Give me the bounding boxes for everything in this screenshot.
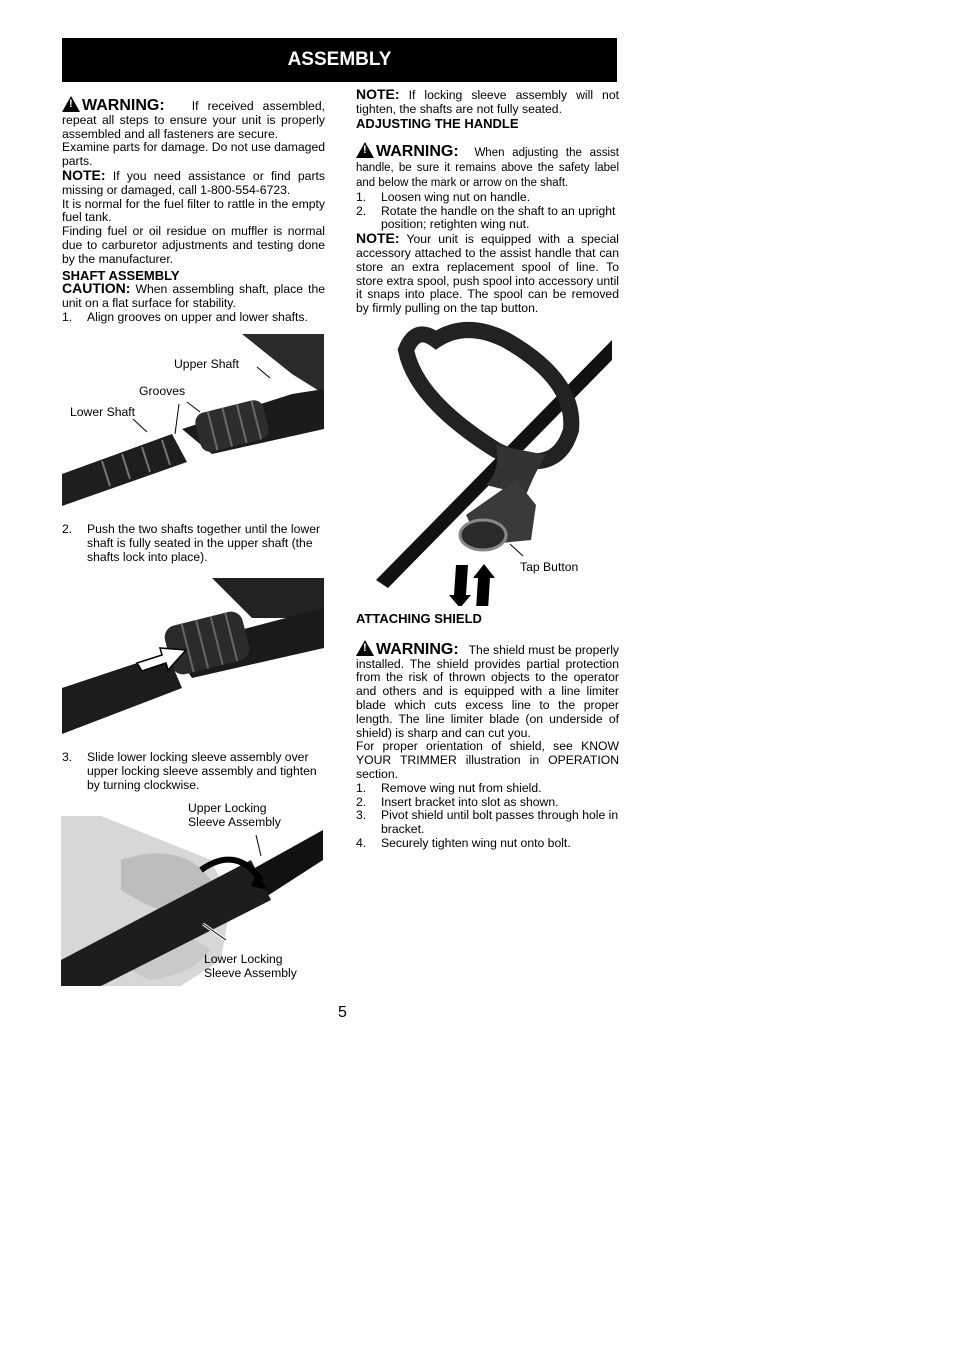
list-item: 1. Loosen wing nut on handle.: [356, 189, 531, 204]
label-lower-shaft: Lower Shaft: [70, 405, 136, 419]
note-1: NOTE: If you need assistance or find parts missing or damaged, call 1-800-554-6723.: [62, 166, 325, 197]
list-item: 1. Align grooves on upper and lower shafts.: [62, 309, 308, 324]
label-tap-button: Tap Button: [520, 560, 579, 574]
list-item: 1. Remove wing nut from shield.: [356, 780, 542, 795]
warning-triangle-icon: [356, 142, 374, 158]
label-lower-locking-sleeve: Lower Locking Sleeve Assembly: [204, 952, 297, 980]
warning-1: !WARNING: If received assembled, repeat all steps to ensure your unit is properly assembled and all fasteners are secure.: [62, 96, 325, 141]
warning-triangle-icon: [62, 96, 80, 112]
figure-shafts-push: [62, 578, 324, 734]
label-upper-locking-sleeve: Upper Locking Sleeve Assembly: [188, 801, 281, 829]
list-item: 4. Securely tighten wing nut onto bolt.: [356, 835, 571, 850]
page-title: ASSEMBLY: [287, 49, 392, 70]
adjusting-handle-heading: ADJUSTING THE HANDLE: [356, 115, 519, 131]
figure-assist-handle: [376, 320, 612, 606]
figure-shafts-align: [62, 334, 324, 506]
shaft-assembly-heading: SHAFT ASSEMBLY: [62, 267, 180, 283]
warning-triangle-icon: [356, 640, 374, 656]
shaft-steps-2: [62, 523, 325, 564]
warning-2: !WARNING: When adjusting the assist handle, be sure it remains above the safety label and below the mark or arrow on the shaft.: [356, 142, 619, 190]
shield-steps: [356, 782, 619, 851]
label-upper-shaft: Upper Shaft: [174, 357, 240, 371]
list-item: 2. Rotate the handle on the shaft to an upright position; retighten wing nut.: [356, 203, 616, 232]
list-item: 3. Pivot shield until bolt passes through hole in bracket.: [356, 808, 619, 837]
figure-locking-sleeve: [61, 800, 323, 986]
note-3: NOTE: Your unit is equipped with a special accessory attached to the assist handle that can store an extra replacement spool of line. To store extra spool, push spool into accessory until it snaps into place. The spool can be removed by firmly pulling on the tap button.: [356, 230, 620, 316]
shaft-steps-3: [62, 751, 325, 792]
caution: CAUTION: When assembling shaft, place the unit on a flat surface for stability.: [62, 280, 325, 311]
right-column-text: [356, 88, 619, 316]
shaft-steps-1: [62, 311, 325, 325]
list-item: 3. Slide lower locking sleeve assembly over upper locking sleeve assembly and tighten by turning clockwise.: [62, 750, 317, 792]
list-item: 2. Insert bracket into slot as shown.: [356, 794, 559, 809]
label-grooves: Grooves: [139, 384, 186, 398]
handle-steps: [356, 191, 619, 232]
list-item: 2. Push the two shafts together until the lower shaft is fully seated in the upper shaft (the shafts lock into place).: [62, 522, 321, 564]
page-number: 5: [338, 1004, 347, 1021]
note-2: NOTE: If locking sleeve assembly will not tighten, the shafts are not fully seated.: [356, 86, 619, 116]
attaching-shield-heading: ATTACHING SHIELD: [356, 611, 482, 626]
left-column-text: !WARNING: If received assembled, repeat all steps to ensure your unit is properly assembled and all fasteners are secure. Examine parts for damage. Do not use damaged parts. NOTE: If you need assistance or find parts missing or damaged, call 1-800-554-6723. It is normal for the fuel filter to rattle in the empty fuel tank. Finding fuel or oil residue on muffler is normal due to carburetor adjustments and testing done by the manufacturer. SHAFT ASSEMBLY CAUTION: When assembling shaft, place the unit on a flat surface for stability. 1. Align grooves on upper and lower shafts.: [62, 96, 325, 325]
warning-3: !WARNING: The shield must be properly installed. The shield provides partial protection from the risk of thrown objects to the operator and others and is equipped with a line limiter blade which cuts excess line to the proper length. The line limiter blade (on underside of shield) is sharp and can cut you.: [356, 640, 619, 741]
